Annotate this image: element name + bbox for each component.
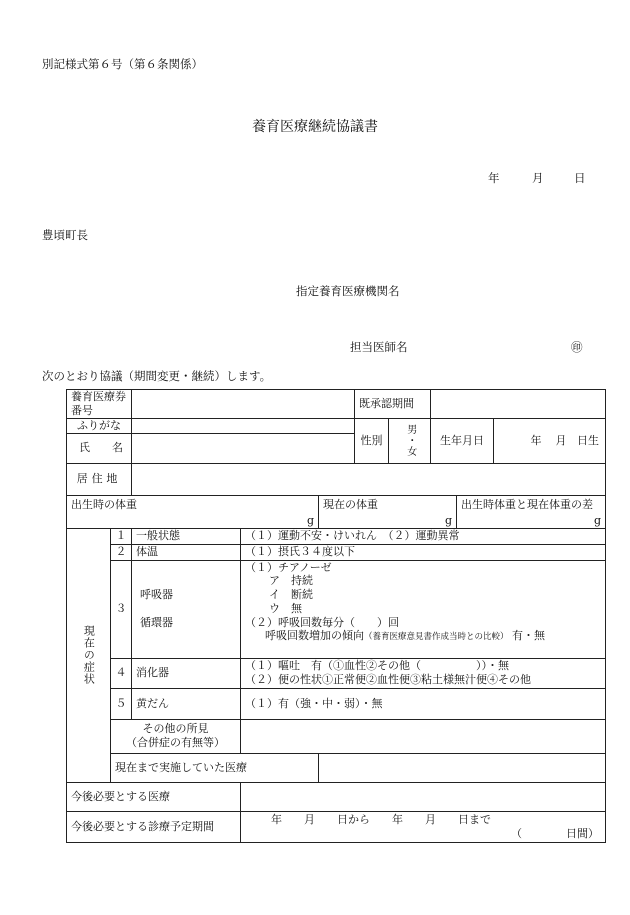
symptom-4-number: ４ [111, 658, 132, 688]
date-month-label: 月 [532, 171, 544, 185]
date-day-label: 日 [574, 171, 586, 185]
form-number: 別記様式第６号（第６条関係） [42, 57, 203, 71]
name-field[interactable] [132, 433, 355, 463]
approved-period-field[interactable] [431, 390, 606, 419]
future-treatment-label: 今後必要とする医療 [67, 782, 241, 811]
symptom-5-options[interactable]: （１）有（強・中・弱）・無 [241, 688, 606, 719]
symptom-2-label: 体温 [132, 544, 241, 560]
symptom-3-options[interactable]: （１）チアノーゼ ア 持続 イ 断続 ウ 無 （２）呼吸回数毎分（ ）回 呼吸回数増加の傾向（養育医療意見書作成当時との比較） 有・無 [241, 560, 606, 658]
birthdate-label: 生年月日 [431, 418, 494, 463]
treatment-period-field[interactable]: 年 月 日から 年 月 日まで （ 日間） [241, 811, 606, 842]
current-weight-cell[interactable]: 現在の体重 g [319, 495, 457, 528]
date-year-label: 年 [488, 171, 500, 185]
symptom-5-number: ５ [111, 688, 132, 719]
symptom-2-options[interactable]: （１）摂氏３４度以下 [241, 544, 606, 560]
birthdate-field[interactable]: 年 月 日生 [494, 418, 606, 463]
sex-options[interactable]: 男・女 [389, 418, 431, 463]
document-title: 養育医療継続協議書 [252, 119, 378, 135]
intro-text: 次のとおり協議（期間変更・継続）します。 [42, 369, 272, 383]
addressee: 豊頃町長 [42, 228, 88, 242]
other-findings-field[interactable] [241, 719, 606, 753]
birth-weight-cell[interactable]: 出生時の体重 g [67, 495, 319, 528]
name-label: 氏 名 [67, 433, 132, 463]
doctor-label: 担当医師名 [350, 340, 408, 354]
symptom-1-options[interactable]: （１）運動不安・けいれん （２）運動異常 [241, 528, 606, 544]
symptom-5-label: 黄だん [132, 688, 241, 719]
weight-difference-cell[interactable]: 出生時体重と現在体重の差 g [457, 495, 606, 528]
future-treatment-field[interactable] [241, 782, 606, 811]
symptom-4-options[interactable]: （１）嘔吐 有（①血性②その他（ ））・無 （２）便の性状①正常便②血性便③粘土様無汁便④その他 [241, 658, 606, 688]
approved-period-label: 既承認期間 [355, 390, 431, 419]
institution-label: 指定養育医療機関名 [296, 284, 400, 298]
seal-mark: ㊞ [571, 340, 583, 354]
ticket-number-field[interactable] [132, 390, 355, 419]
sex-label: 性別 [355, 418, 389, 463]
symptom-3-label: 呼吸器 循環器 [132, 560, 241, 658]
symptom-1-number: １ [111, 528, 132, 544]
address-label: 居住地 [67, 463, 132, 495]
symptom-3-number: ３ [111, 560, 132, 658]
symptom-1-label: 一般状態 [132, 528, 241, 544]
treatment-period-label: 今後必要とする診療予定期間 [67, 811, 241, 842]
past-treatment-field[interactable] [319, 753, 606, 782]
address-field[interactable] [132, 463, 606, 495]
symptom-4-label: 消化器 [132, 658, 241, 688]
consultation-form-table [66, 389, 606, 843]
other-findings-label: その他の所見 （合併症の有無等） [111, 719, 241, 753]
ticket-number-label: 養育医療券番号 [67, 390, 132, 419]
furigana-label: ふりがな [67, 418, 132, 433]
past-treatment-label: 現在まで実施していた医療 [111, 753, 319, 782]
current-symptoms-header: 現在の症状 [67, 528, 111, 782]
furigana-field[interactable] [132, 418, 355, 433]
symptom-2-number: ２ [111, 544, 132, 560]
